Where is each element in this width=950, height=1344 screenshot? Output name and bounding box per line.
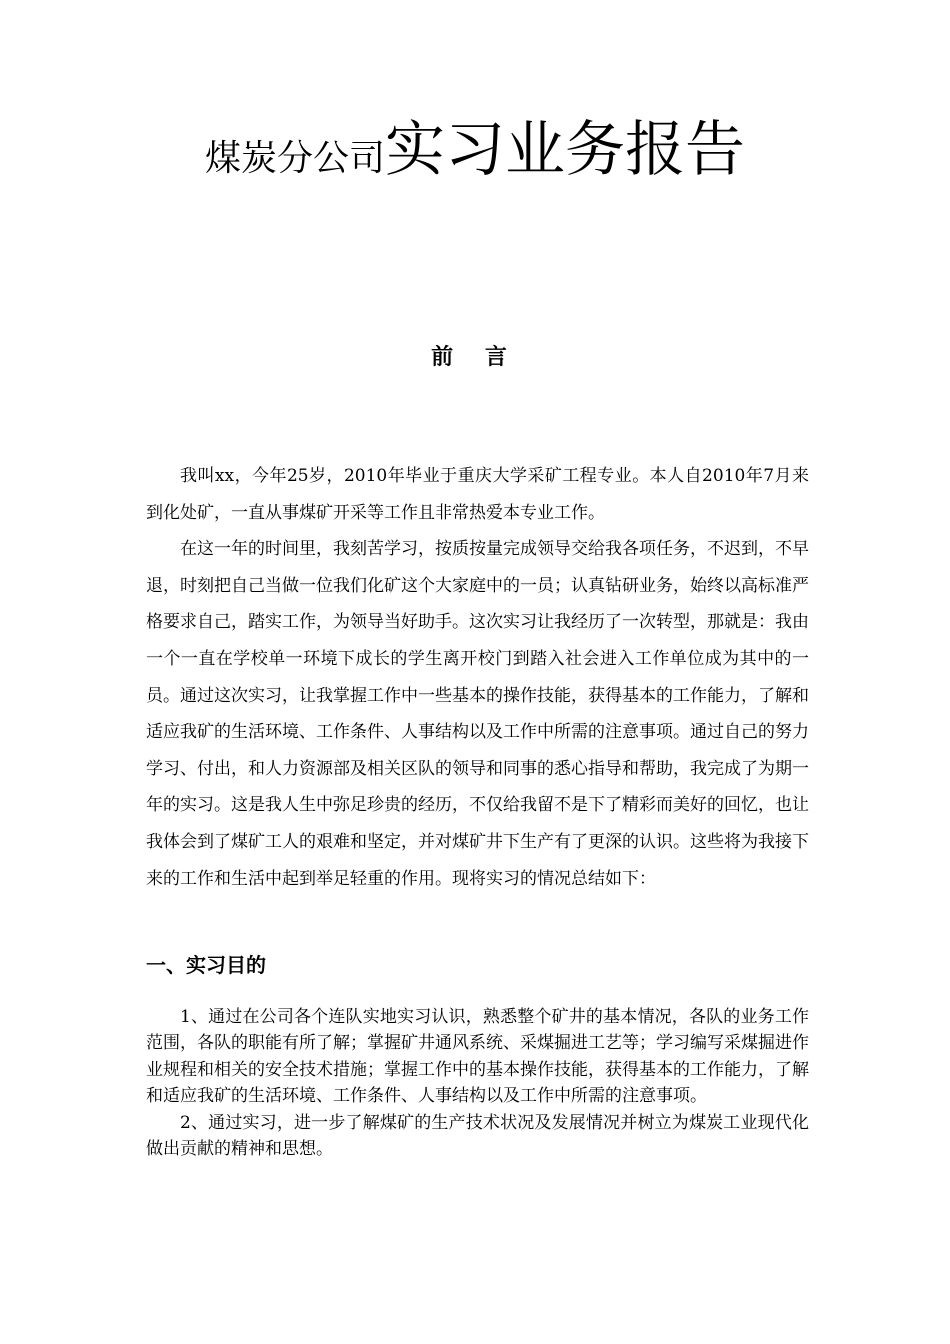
intro-paragraph-1: 我叫xx，今年25岁，2010年毕业于重庆大学采矿工程专业。本人自2010年7月来到化处矿，一直从事煤矿开采等工作且非常热爱本专业工作。 [146,466,809,523]
preface-heading: 前 言 [431,344,519,370]
intro-paragraph-2: 在这一年的时间里，我刻苦学习，按质按量完成领导交给我各项任务，不迟到，不早退，时刻把自己当做一位我们化矿这个大家庭中的一员；认真钻研业务，始终以高标准严格要求自己，踏实工作，为领导当好助手。这次实习让我经历了一次转型，那就是：我由一个一直在学校单一环境下成长的学生离开校门到踏入社会进入工作单位成为其中的一员。通过这次实习，让我掌握工作中一些基本的操作技能，获得基本的工作能力，了解和适应我矿的生活环境、工作条件、人事结构以及工作中所需的注意事项。通过自己的努力学习、付出，和人力资源部及相关区队的领导和同事的悉心指导和帮助，我完成了为期一年的实习。这是我人生中弥足珍贵的经历，不仅给我留不是下了精彩而美好的回忆，也让我体会到了煤矿工人的艰难和坚定，并对煤矿井下生产有了更深的认识。这些将为我接下来的工作和生活中起到举足轻重的作用。现将实习的情况总结如下： [146,539,809,889]
document-title [0,115,950,185]
section-heading-purpose: 一、实习目的 [146,953,266,977]
purpose-paragraph-2: 2、通过实习，进一步了解煤矿的生产技术状况及发展情况并树立为煤炭工业现代化做出贡献的精神和思想。 [146,1112,809,1160]
title-report: 实习业务报告 [385,115,745,185]
purpose-section [146,1004,809,1162]
intro-section [146,458,809,897]
title-company: 煤炭分公司 [204,138,385,179]
purpose-paragraph-1: 1、通过在公司各个连队实地实习认识，熟悉整个矿井的基本情况，各队的业务工作范围，各队的职能有所了解；掌握矿井通风系统、采煤掘进工艺等；学习编写采煤掘进作业规程和相关的安全技术措施；掌握工作中的基本操作技能，获得基本的工作能力，了解和适应我矿的生活环境、工作条件、人事结构以及工作中所需的注意事项。 [146,1007,809,1107]
